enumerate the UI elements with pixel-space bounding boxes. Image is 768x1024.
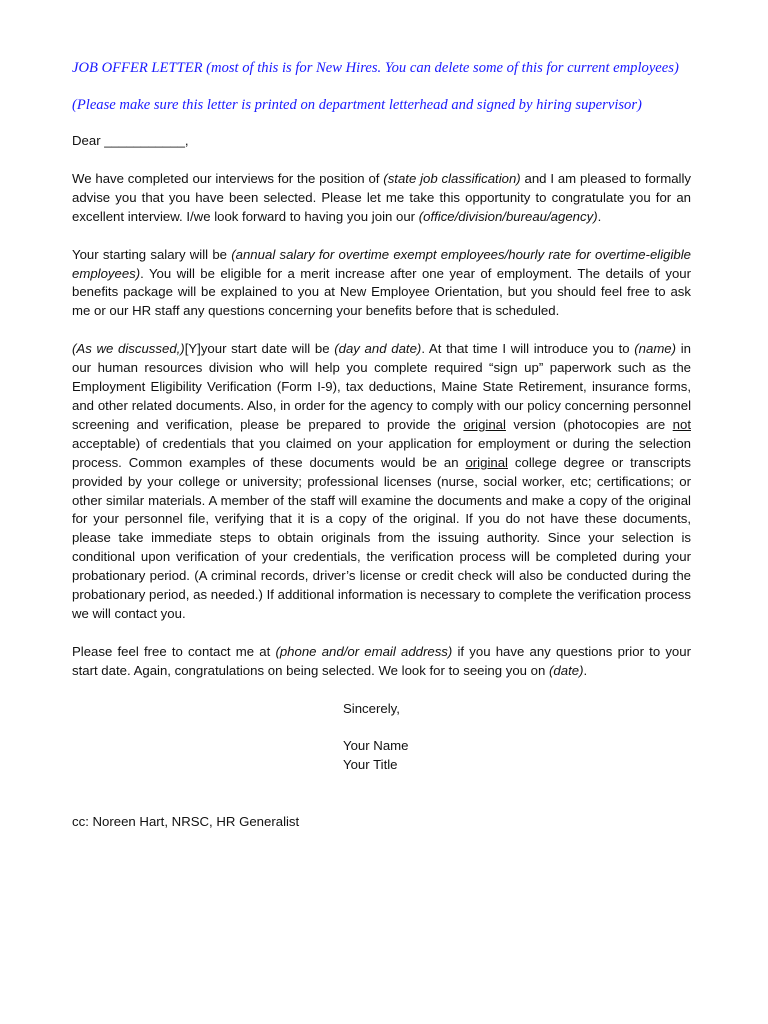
closing-sincerely: Sincerely, bbox=[343, 700, 400, 716]
letter-page bbox=[72, 58, 691, 832]
salutation: Dear ___________, bbox=[72, 133, 189, 148]
closing-name: Your Name bbox=[343, 738, 409, 754]
paragraph-start-date: (As we discussed,)[Y]your start date will be (day and date). At that time I will introduce you to (name) in our human resources division who will help you complete required “sign up” paperwork such as the Employment Eligibility Verification (Form I-9), tax deductions, Maine State Retirement, insurance forms, and other related documents. Also, in order for the agency to comply with our policy concerning personnel screening and verification, please be prepared to provide the original version (photocopies are not acceptable) of credentials that you claimed on your application for employment or during the selection process. Common examples of these documents would be an original college degree or transcripts provided by your college or university; professional licenses (nurse, social worker, etc; certifications; or other similar materials. A member of the staff will examine the documents and make a copy of the original for your personnel file, verifying that it is a copy of the original. If you do not have these documents, please take immediate steps to obtain originals from the issuing authority. Since your selection is conditional upon verification of your credentials, the verification process will be completed during your probationary period. (A criminal records, driver’s license or credit check will also be conducted during the probationary period, as needed.) If additional information is necessary to complete the verification process we will contact you. bbox=[72, 341, 691, 621]
cc-line: cc: Noreen Hart, NRSC, HR Generalist bbox=[72, 814, 300, 830]
paragraph-contact: Please feel free to contact me at (phone and/or email address) if you have any questions prior to your start date. Again, congratulations on being selected. We look for to seeing you on (date). bbox=[72, 643, 691, 678]
instruction-header: JOB OFFER LETTER (most of this is for New Hires. You can delete some of this for current employees) bbox=[72, 60, 679, 76]
closing-title: Your Title bbox=[343, 757, 398, 773]
paragraph-salary: Your starting salary will be (annual salary for overtime exempt employees/hourly rate for overtime-eligible employees). You will be eligible for a merit increase after one year of employment. The details of your benefits package will be explained to you at New Employee Orientation, but you should feel free to ask me or our HR staff any questions concerning your benefits before that is scheduled. bbox=[72, 246, 692, 319]
instruction-letterhead: (Please make sure this letter is printed on department letterhead and signed by hiring supervisor) bbox=[72, 96, 642, 113]
closing-block bbox=[343, 700, 691, 776]
paragraph-selection: We have completed our interviews for the position of (state job classification) and I am pleased to formally advise you that you have been selected. Please let me take this opportunity to congratulate you for an excellent interview. I/we look forward to having you join our (office/division/bureau/agency). bbox=[72, 170, 691, 224]
